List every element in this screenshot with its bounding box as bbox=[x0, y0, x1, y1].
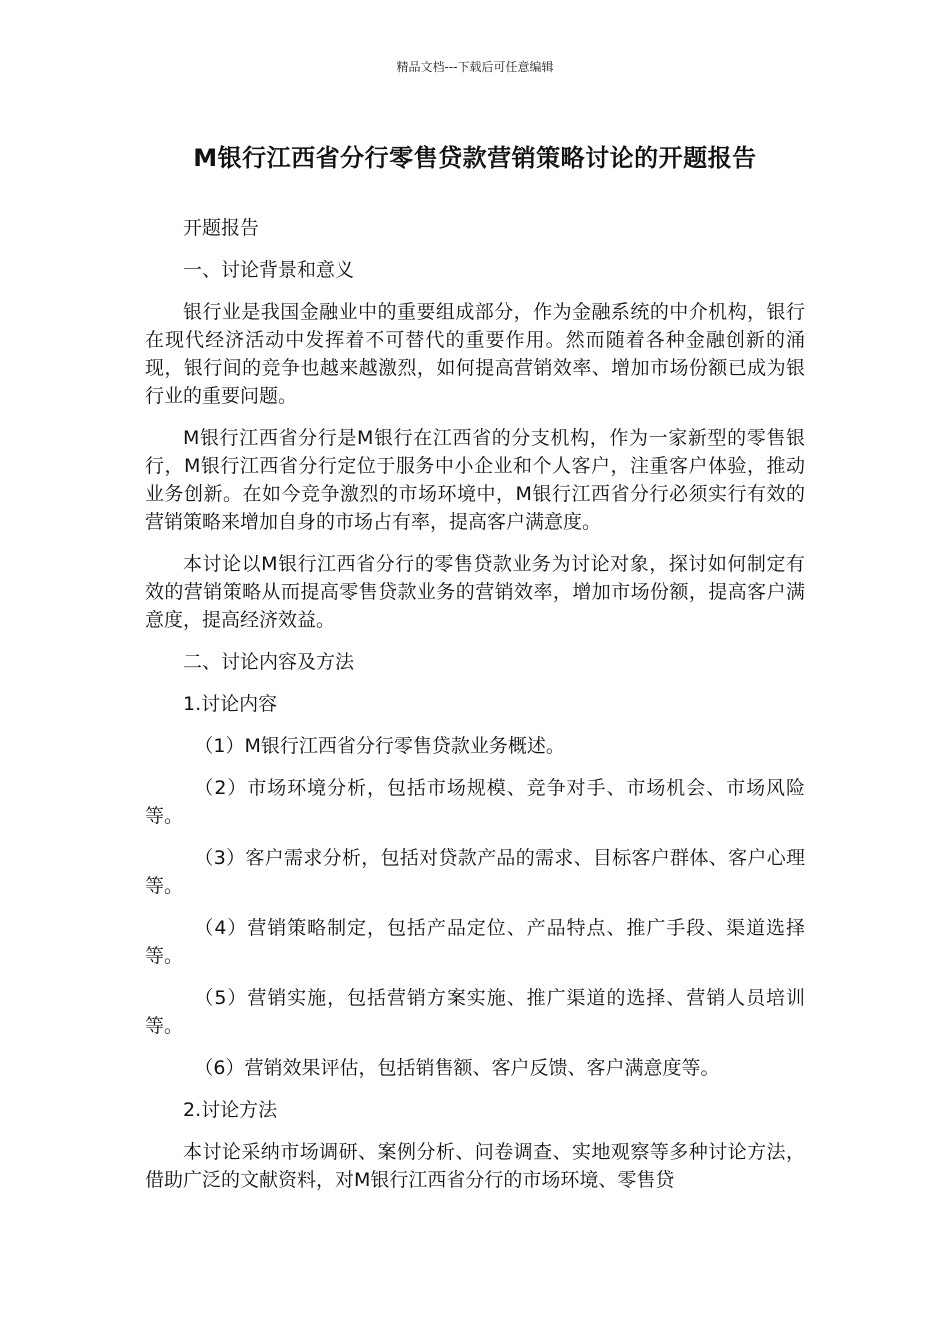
list-item: （3）客户需求分析，包括对贷款产品的需求、目标客户群体、客户心理等。 bbox=[145, 847, 805, 897]
list-item: （2）市场环境分析，包括市场规模、竞争对手、市场机会、市场风险等。 bbox=[145, 777, 805, 827]
list-item: （1）M银行江西省分行零售贷款业务概述。 bbox=[194, 735, 565, 757]
section-label-report: 开题报告 bbox=[183, 217, 260, 239]
section-heading-content-methods: 二、讨论内容及方法 bbox=[183, 651, 355, 673]
subsection-heading-methods: 2.讨论方法 bbox=[183, 1099, 278, 1121]
list-item: （4）营销策略制定，包括产品定位、产品特点、推广手段、渠道选择等。 bbox=[145, 917, 805, 967]
header-note: 精品文档---下载后可任意编辑 bbox=[396, 60, 554, 74]
list-item: （6）营销效果评估，包括销售额、客户反馈、客户满意度等。 bbox=[194, 1057, 720, 1079]
paragraph-background-2: M银行江西省分行是M银行在江西省的分支机构，作为一家新型的零售银行，M银行江西省分行定位于服务中小企业和个人客户，注重客户体验，推动业务创新。在如今竞争激烈的市场环境中，M银行江西省分行必须实行有效的营销策略来增加自身的市场占有率，提高客户满意度。 bbox=[145, 427, 805, 533]
list-item: （5）营销实施，包括营销方案实施、推广渠道的选择、营销人员培训等。 bbox=[145, 987, 805, 1037]
document-body bbox=[145, 214, 805, 1208]
paragraph-methods: 本讨论采纳市场调研、案例分析、问卷调查、实地观察等多种讨论方法，借助广泛的文献资料，对M银行江西省分行的市场环境、零售贷 bbox=[145, 1141, 805, 1191]
section-heading-background: 一、讨论背景和意义 bbox=[183, 259, 355, 281]
paragraph-background-3: 本讨论以M银行江西省分行的零售贷款业务为讨论对象，探讨如何制定有效的营销策略从而提高零售贷款业务的营销效率，增加市场份额，提高客户满意度，提高经济效益。 bbox=[145, 553, 805, 631]
document-title: M银行江西省分行零售贷款营销策略讨论的开题报告 bbox=[193, 144, 757, 172]
subsection-heading-content: 1.讨论内容 bbox=[183, 693, 278, 715]
paragraph-background-1: 银行业是我国金融业中的重要组成部分，作为金融系统的中介机构，银行在现代经济活动中发挥着不可替代的重要作用。然而随着各种金融创新的涌现，银行间的竞争也越来越激烈，如何提高营销效率、增加市场份额已成为银行业的重要问题。 bbox=[145, 301, 805, 407]
